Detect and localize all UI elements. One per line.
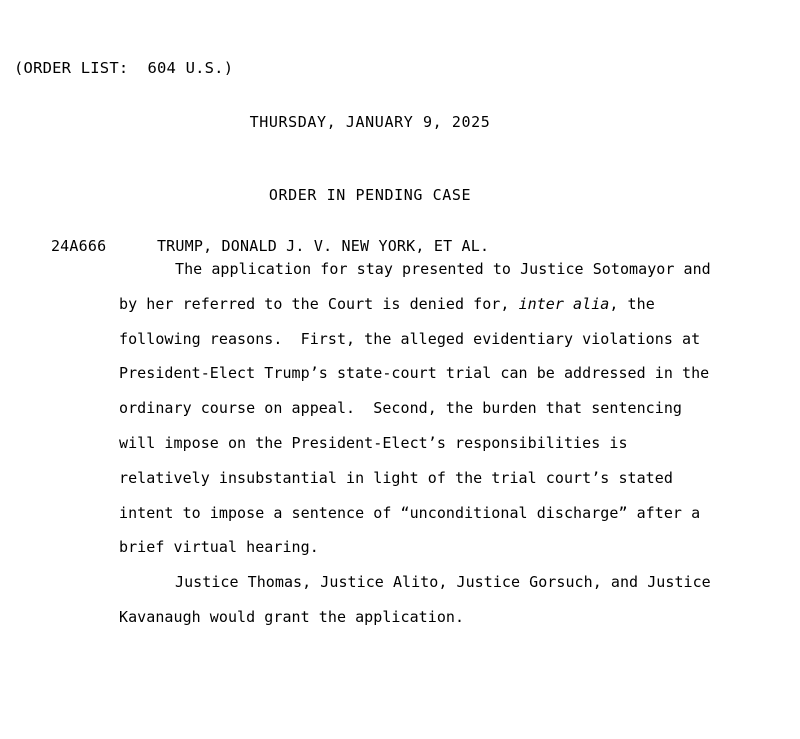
case-title: TRUMP, DONALD J. V. NEW YORK, ET AL. xyxy=(156,237,490,255)
order-paragraph xyxy=(119,252,719,565)
order-date: THURSDAY, JANUARY 9, 2025 xyxy=(249,113,491,131)
paragraph-text: The application for stay presented to Justice Sotomayor and by her referred to the Court is denied for, xyxy=(119,260,720,313)
order-paragraph xyxy=(119,565,719,635)
paragraph-text: , the following reasons. First, the alleged evidentiary violations at President-Elect Trump’s state-court trial can be addressed in the ordinary course on appeal. Second, the burden that sentencing will impose on the President-Elect’s responsibilities is relatively insubstantial in light of the trial court’s stated intent to impose a sentence of “unconditional discharge” after a brief virtual hearing. xyxy=(119,294,719,557)
section-heading: ORDER IN PENDING CASE xyxy=(268,186,472,204)
paragraph-text: Justice Thomas, Justice Alito, Justice Gorsuch, and Justice Kavanaugh would grant the application. xyxy=(119,573,720,626)
order-list-header: (ORDER LIST: 604 U.S.) xyxy=(14,59,234,77)
order-body xyxy=(119,252,719,635)
italic-text: inter alia xyxy=(518,294,610,313)
case-number: 24A666 xyxy=(50,237,107,255)
